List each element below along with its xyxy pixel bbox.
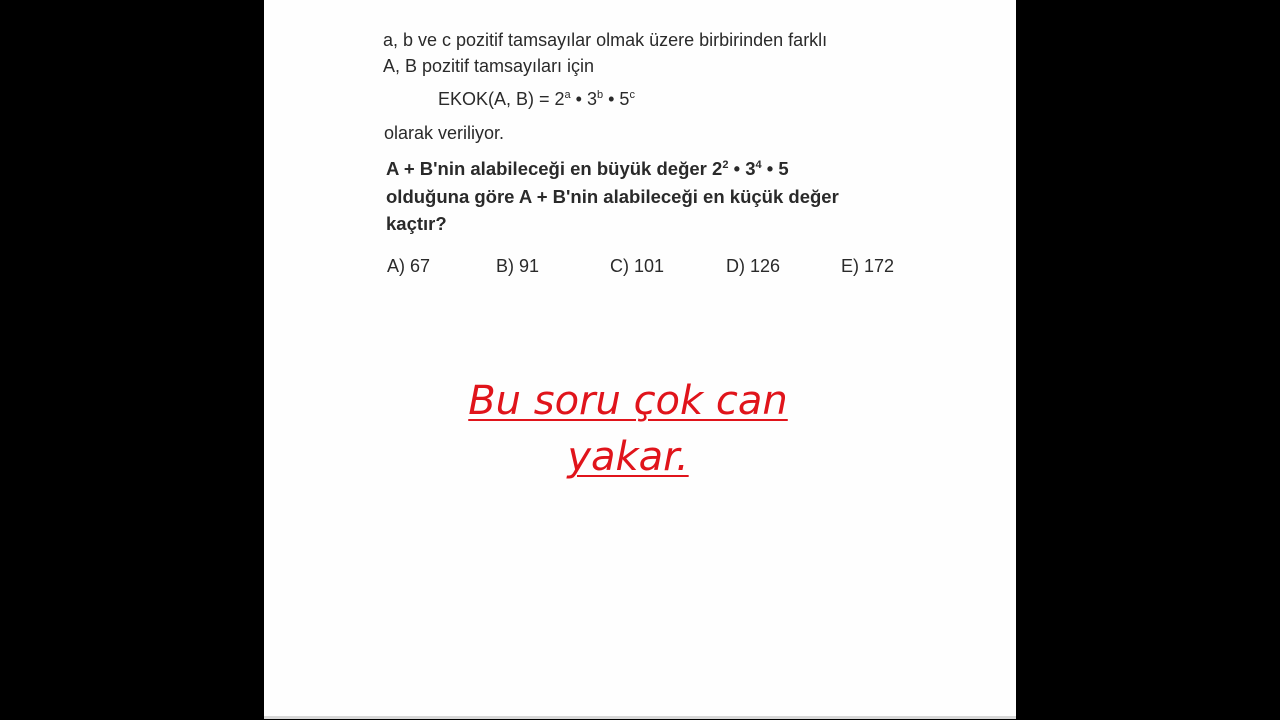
text-part: • 5	[761, 158, 789, 179]
document-page	[264, 0, 1016, 719]
question-line-2: A, B pozitif tamsayıları için	[383, 56, 595, 76]
formula-part: • 5	[603, 89, 630, 109]
option-d: D) 126	[726, 256, 781, 276]
text-part: A + B'nin alabileceği en büyük değer 2	[386, 158, 723, 179]
text-part: • 3	[728, 158, 756, 179]
overlay-caption-line-2: yakar.	[567, 434, 689, 480]
option-b: B) 91	[496, 256, 540, 276]
exponent-a: a	[564, 89, 571, 101]
question-bold-line-1	[386, 158, 789, 180]
exponent-b: b	[597, 89, 604, 101]
question-line-1: a, b ve c pozitif tamsayılar olmak üzere birbirinden farklı	[383, 30, 828, 50]
question-bold-line-3: kaçtır?	[386, 213, 447, 234]
exponent-c: c	[629, 89, 635, 101]
option-a: A) 67	[387, 256, 431, 276]
exponent: 4	[755, 159, 762, 171]
question-bold-line-2: olduğuna göre A + B'nin alabileceği en küçük değer	[386, 186, 839, 207]
formula-part: • 3	[570, 89, 597, 109]
formula-lcm	[438, 89, 635, 110]
option-c: C) 101	[610, 256, 665, 276]
exponent: 2	[722, 159, 729, 171]
question-line-4: olarak veriliyor.	[384, 123, 505, 143]
option-e: E) 172	[841, 256, 895, 276]
formula-part: EKOK(A, B) = 2	[438, 89, 565, 109]
overlay-caption-line-1: Bu soru çok can	[468, 378, 788, 424]
